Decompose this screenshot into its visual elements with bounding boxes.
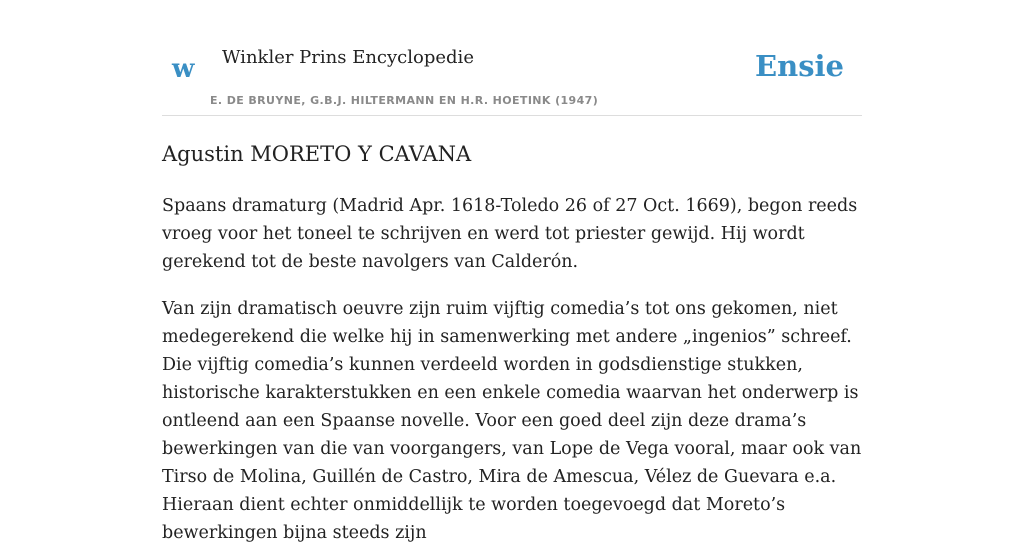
article-body	[162, 140, 862, 547]
article-paragraph: Spaans dramaturg (Madrid Apr. 1618-Toledo 26 of 27 Oct. 1669), begon reeds vroeg voor het toneel te schrijven en werd tot priester gewijd. Hij wordt gerekend tot de beste navolgers van Calderón.	[162, 196, 858, 272]
source-authors: E. DE BRUYNE, G.B.J. HILTERMANN EN H.R. HOETINK (1947)	[210, 94, 599, 107]
source-title: Winkler Prins Encyclopedie	[222, 47, 474, 68]
site-header	[162, 40, 862, 116]
ensie-logo-link[interactable]: Ensie	[755, 49, 844, 83]
article-paragraph: Van zijn dramatisch oeuvre zijn ruim vijftig comedia’s tot ons gekomen, niet medegerekend die welke hij in samenwerking met andere „ingenios” schreef. Die vijftig comedia’s kunnen verdeeld worden in godsdienstige stukken, historische karakterstukken en een enkele comedia waarvan het onderwerp is ontleend aan een Spaanse novelle. Voor een goed deel zijn deze drama’s bewerkingen van die van voorgangers, van Lope de Vega vooral, maar ook van Tirso de Molina, Guillén de Castro, Mira de Amescua, Vélez de Guevara e.a. Hieraan dient echter onmiddellijk te worden toegevoegd dat Moreto’s bewerkingen bijna steeds zijn	[162, 299, 862, 543]
article-title: Agustin MORETO Y CAVANA	[162, 142, 472, 166]
winkler-prins-logo[interactable]: w	[172, 54, 195, 84]
